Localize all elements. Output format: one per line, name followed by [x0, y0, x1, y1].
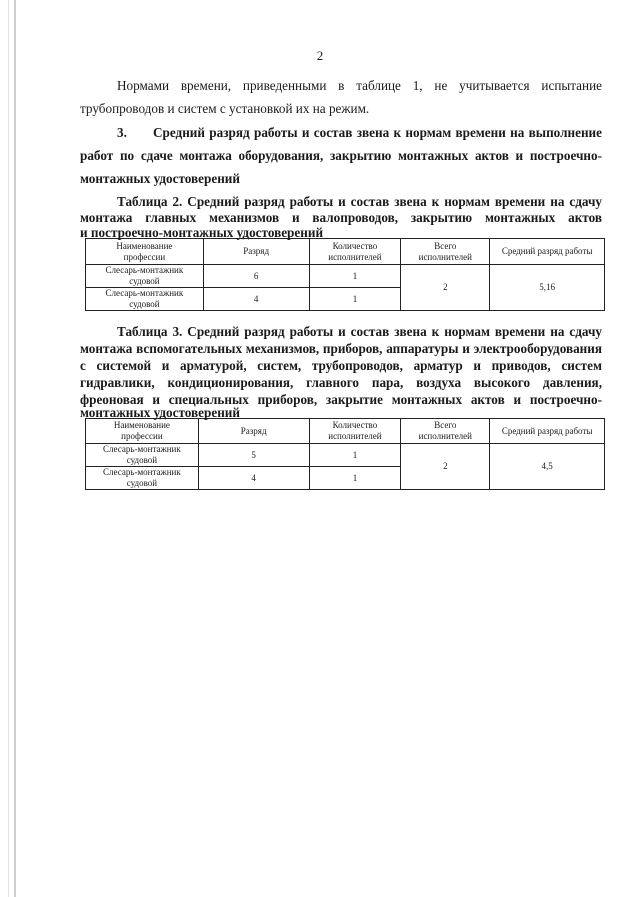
table3-header-avg: Средний разряд работы	[490, 419, 605, 444]
page-number: 2	[316, 48, 324, 63]
table2-caption-line-2: монтажа главных механизмов и валопроводов, закрытию монтажных актов	[80, 210, 602, 225]
table3-row2-profession: Слесарь-монтажник судовой	[86, 467, 199, 490]
table2-row2-grade: 4	[203, 288, 309, 311]
table2-header-avg: Средний разряд работы	[490, 239, 605, 265]
table3-header-count: Количество исполнителей	[309, 419, 401, 444]
table2-row1-profession: Слесарь-монтажник судовой	[86, 265, 204, 288]
table3-row1-count: 1	[309, 444, 401, 467]
table2-total: 2	[401, 265, 490, 311]
table3-avg: 4,5	[490, 444, 605, 490]
table3	[85, 418, 605, 490]
table2-avg: 5,16	[490, 265, 605, 311]
table3-caption-line-3: с системой и арматурой, систем, трубопроводов, арматур и приводов, систем	[80, 358, 602, 373]
section-heading-line-3: монтажных удостоверений	[80, 171, 240, 186]
table3-header-total: Всего исполнителей	[401, 419, 490, 444]
intro-line-2: трубопроводов и систем с установкой их на режим.	[80, 101, 370, 116]
scan-binder-edge-outer	[8, 0, 9, 897]
table2-caption-line-3: и построечно-монтажных удостоверений	[80, 225, 324, 240]
section-heading-line-2: работ по сдаче монтажа оборудования, закрытию монтажных актов и построечно-	[80, 148, 602, 163]
scan-binder-edge	[14, 0, 16, 897]
section-number: 3.	[117, 125, 127, 140]
table3-caption-line-2: монтажа вспомогательных механизмов, приборов, аппаратуры и электрооборудования	[80, 341, 602, 356]
table3-header-profession: Наименование профессии	[86, 419, 199, 444]
table3-caption-line-4: гидравлики, кондиционирования, главного пара, воздуха высокого давления,	[80, 375, 602, 390]
section-heading-line-1: Средний разряд работы и состав звена к нормам времени на выполнение	[153, 125, 602, 140]
table2-row2-count: 1	[309, 288, 401, 311]
table2	[85, 238, 605, 311]
table2-header-row	[86, 239, 605, 265]
table2-caption-line-1: Таблица 2. Средний разряд работы и состав звена к нормам времени на сдачу	[117, 194, 602, 209]
table2-header-total: Всего исполнителей	[401, 239, 490, 265]
table2-header-grade: Разряд	[203, 239, 309, 265]
table3-row1-grade: 5	[198, 444, 309, 467]
table2-row1-count: 1	[309, 265, 401, 288]
intro-line-1: Нормами времени, приведенными в таблице 1, не учитывается испытание	[117, 78, 602, 93]
table3-row2-grade: 4	[198, 467, 309, 490]
table3-caption-line-5: фреоновая и специальных приборов, закрытие монтажных актов и построечно-	[80, 392, 602, 407]
table3-caption-line-1: Таблица 3. Средний разряд работы и состав звена к нормам времени на сдачу	[117, 324, 602, 339]
table2-header-count: Количество исполнителей	[309, 239, 401, 265]
table2-row2-profession: Слесарь-монтажник судовой	[86, 288, 204, 311]
table-row	[86, 444, 605, 467]
table3-total: 2	[401, 444, 490, 490]
table3-header-grade: Разряд	[198, 419, 309, 444]
table3-header-row	[86, 419, 605, 444]
table-row	[86, 265, 605, 288]
table2-row1-grade: 6	[203, 265, 309, 288]
table3-row2-count: 1	[309, 467, 401, 490]
table3-row1-profession: Слесарь-монтажник судовой	[86, 444, 199, 467]
table2-header-profession: Наименование профессии	[86, 239, 204, 265]
table3-caption-line-6: монтажных удостоверений	[80, 405, 240, 420]
